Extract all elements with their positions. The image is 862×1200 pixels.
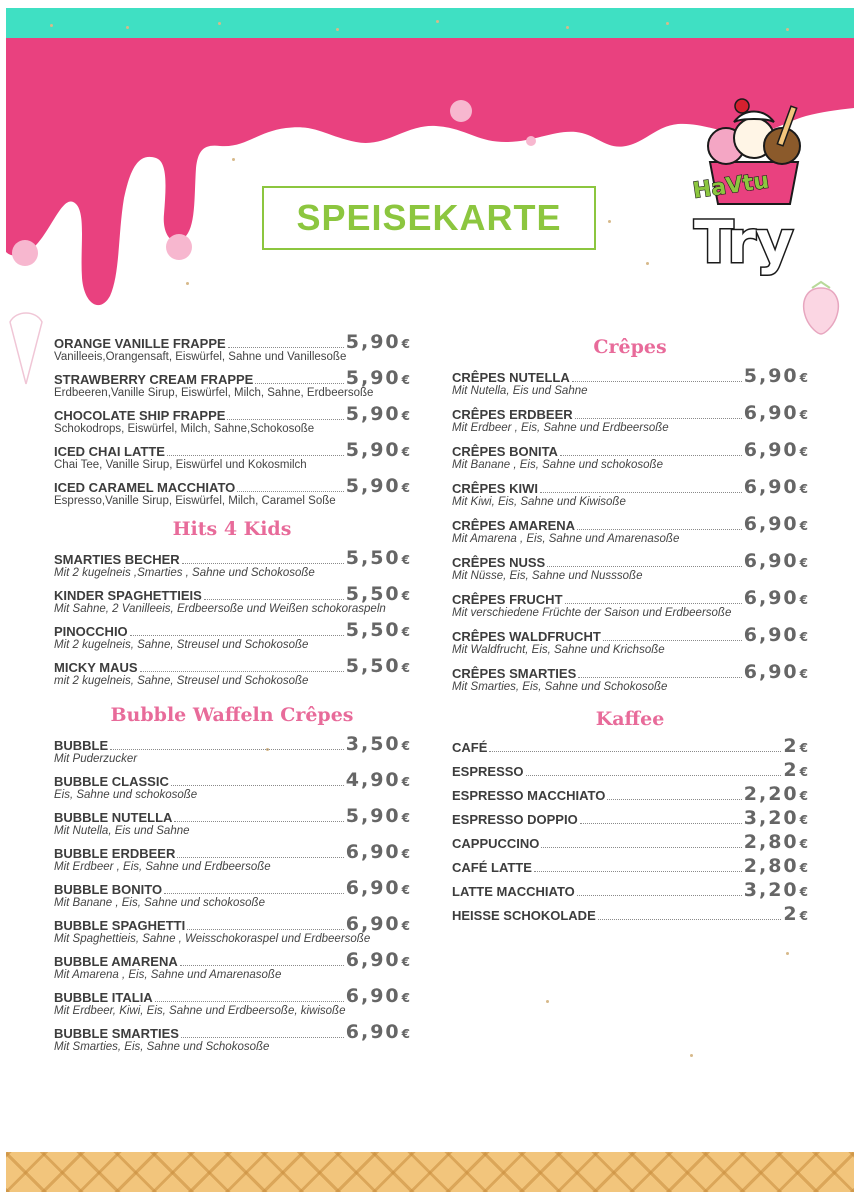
- menu-item-price: 6,90: [345, 985, 401, 1007]
- menu-item-description: Vanilleeis,Orangensaft, Eiswürfel, Sahne und Vanillesoße: [54, 351, 347, 363]
- menu-item-name: SMARTIES BECHER: [54, 552, 180, 567]
- menu-item-row: [452, 903, 808, 925]
- menu-item: [54, 367, 410, 400]
- menu-item-row: [54, 877, 410, 899]
- menu-item-price: 6,90: [345, 1021, 401, 1043]
- sprinkle: [50, 24, 53, 27]
- menu-item-name: CRÊPES WALDFRUCHT: [452, 629, 601, 644]
- dot-leader: [560, 455, 742, 456]
- menu-item-description: Mit Spaghettieis, Sahne , Weisschokoraspel und Erdbeersoße: [54, 933, 371, 945]
- menu-item-row: [54, 769, 410, 791]
- menu-item-description: Mit Erdbeer , Eis, Sahne und Erdbeersoße: [54, 861, 271, 873]
- currency-symbol: €: [799, 445, 808, 459]
- menu-item-row: [452, 402, 808, 424]
- menu-item-description: Mit Waldfrucht, Eis, Sahne und Krichsoße: [452, 644, 665, 656]
- menu-item-description: mit 2 kugelneis, Sahne, Streusel und Schokosoße: [54, 675, 309, 687]
- dot-leader: [526, 775, 782, 776]
- dot-leader: [547, 566, 742, 567]
- dot-leader: [167, 455, 344, 456]
- menu-item-description: Mit 2 kugelneis, Sahne, Streusel und Schokosoße: [54, 639, 309, 651]
- sprinkle: [666, 22, 669, 25]
- currency-symbol: €: [401, 739, 410, 753]
- menu-item-price: 6,90: [743, 661, 799, 683]
- dot-leader: [565, 603, 742, 604]
- menu-item-row: [54, 805, 410, 827]
- section-title: Bubble Waffeln Crêpes: [110, 704, 354, 726]
- menu-item-name: KINDER SPAGHETTIEIS: [54, 588, 202, 603]
- menu-item-name: ICED CHAI LATTE: [54, 444, 165, 459]
- dot-leader: [228, 347, 344, 348]
- menu-item-price: 6,90: [345, 877, 401, 899]
- currency-symbol: €: [401, 553, 410, 567]
- menu-item-row: [452, 587, 808, 609]
- menu-item: [452, 365, 808, 398]
- menu-item-name: ORANGE VANILLE FRAPPE: [54, 336, 226, 351]
- menu-item: [452, 903, 808, 925]
- menu-item-description: Mit Sahne, 2 Vanilleeis, Erdbeersoße und Weißen schokoraspeln: [54, 603, 386, 615]
- sprinkle: [690, 1054, 693, 1057]
- sprinkle: [186, 282, 189, 285]
- right-column: [452, 334, 808, 930]
- logo: [690, 92, 818, 288]
- title-box: [262, 186, 596, 250]
- dot-leader: [110, 749, 344, 750]
- menu-item: [452, 624, 808, 657]
- left-column: [54, 331, 410, 1060]
- dot-leader: [204, 599, 344, 600]
- menu-item: [452, 735, 808, 757]
- menu-item-row: [452, 807, 808, 829]
- menu-item: [54, 769, 410, 802]
- currency-symbol: €: [401, 775, 410, 789]
- menu-item-price: 5,50: [345, 583, 401, 605]
- menu-item-price: 5,50: [345, 619, 401, 641]
- menu-item-name: CRÊPES KIWI: [452, 481, 538, 496]
- menu-item-row: [452, 624, 808, 646]
- currency-symbol: €: [401, 1027, 410, 1041]
- menu-item-description: Erdbeeren,Vanille Sirup, Eiswürfel, Milch, Sahne, Erdbeersoße: [54, 387, 374, 399]
- menu-item-name: CRÊPES BONITA: [452, 444, 558, 459]
- bubble-decoration: [450, 100, 472, 122]
- menu-item-name: CRÊPES FRUCHT: [452, 592, 563, 607]
- menu-item: [54, 913, 410, 946]
- menu-item-price: 6,90: [743, 402, 799, 424]
- menu-item-price: 6,90: [743, 439, 799, 461]
- menu-item-name: ESPRESSO MACCHIATO: [452, 788, 606, 803]
- menu-item-name: BUBBLE CLASSIC: [54, 774, 169, 789]
- currency-symbol: €: [401, 409, 410, 423]
- dot-leader: [155, 1001, 344, 1002]
- sprinkle: [786, 28, 789, 31]
- menu-item-row: [54, 985, 410, 1007]
- menu-item-price: 5,90: [743, 365, 799, 387]
- menu-item-row: [54, 439, 410, 461]
- currency-symbol: €: [401, 481, 410, 495]
- menu-item: [54, 985, 410, 1018]
- sprinkle: [646, 262, 649, 265]
- menu-item-name: STRAWBERRY CREAM FRAPPE: [54, 372, 254, 387]
- menu-item-row: [54, 403, 410, 425]
- menu-item: [452, 550, 808, 583]
- menu-item: [452, 783, 808, 805]
- menu-item-name: HEISSE SCHOKOLADE: [452, 908, 596, 923]
- menu-item-description: Schokodrops, Eiswürfel, Milch, Sahne,Schokosoße: [54, 423, 315, 435]
- menu-item-description: Mit 2 kugelneis ,Smarties , Sahne und Schokosoße: [54, 567, 315, 579]
- menu-item-name: CRÊPES AMARENA: [452, 518, 576, 533]
- menu-item-price: 5,90: [345, 805, 401, 827]
- menu-item-row: [54, 475, 410, 497]
- menu-item-price: 5,90: [345, 331, 401, 353]
- menu-item: [54, 1021, 410, 1054]
- menu-item-name: PINOCCHIO: [54, 624, 128, 639]
- currency-symbol: €: [401, 883, 410, 897]
- strawberry-decoration: [796, 278, 846, 338]
- menu-item-description: Mit Erdbeer, Kiwi, Eis, Sahne und Erdbeersoße, kiwisoße: [54, 1005, 346, 1017]
- section-title: Crêpes: [593, 336, 667, 358]
- menu-item-row: [452, 735, 808, 757]
- menu-item: [452, 807, 808, 829]
- sprinkle: [218, 22, 221, 25]
- dot-leader: [575, 418, 742, 419]
- menu-item-name: BUBBLE: [54, 738, 109, 753]
- menu-item-name: CAFÉ: [452, 740, 488, 755]
- menu-item-price: 5,90: [345, 403, 401, 425]
- currency-symbol: €: [799, 482, 808, 496]
- dot-leader: [577, 529, 742, 530]
- currency-symbol: €: [401, 337, 410, 351]
- menu-item: [452, 476, 808, 509]
- currency-symbol: €: [799, 556, 808, 570]
- dot-leader: [177, 857, 343, 858]
- menu-item: [452, 831, 808, 853]
- dot-leader: [580, 823, 742, 824]
- sprinkle: [336, 28, 339, 31]
- menu-item-description: Mit Banane , Eis, Sahne und schokosoße: [452, 459, 663, 471]
- menu-item-name: CHOCOLATE SHIP FRAPPE: [54, 408, 226, 423]
- menu-item-row: [452, 831, 808, 853]
- logo-line-2: Try: [694, 208, 794, 276]
- waffle-cone-band: [6, 1152, 854, 1192]
- menu-item-row: [54, 1021, 410, 1043]
- dot-leader: [489, 751, 781, 752]
- menu-item-price: 2: [783, 735, 799, 757]
- menu-item: [54, 877, 410, 910]
- dot-leader: [572, 381, 742, 382]
- menu-item-row: [452, 550, 808, 572]
- menu-item-description: Eis, Sahne und schokosoße: [54, 789, 198, 801]
- menu-item-row: [452, 759, 808, 781]
- dot-leader: [164, 893, 344, 894]
- currency-symbol: €: [799, 789, 808, 803]
- menu-item-price: 6,90: [743, 513, 799, 535]
- menu-item-price: 6,90: [345, 949, 401, 971]
- menu-item: [54, 805, 410, 838]
- menu-item-name: BUBBLE BONITO: [54, 882, 163, 897]
- menu-item-price: 2: [783, 903, 799, 925]
- menu-item-description: Mit Nutella, Eis und Sahne: [452, 385, 588, 397]
- dot-leader: [171, 785, 344, 786]
- menu-item-description: Mit Amarena , Eis, Sahne und Amarenasoße: [54, 969, 282, 981]
- menu-item-row: [54, 733, 410, 755]
- menu-item-row: [54, 619, 410, 641]
- menu-item-description: Mit Nutella, Eis und Sahne: [54, 825, 190, 837]
- menu-item-name: ESPRESSO DOPPIO: [452, 812, 578, 827]
- menu-item: [54, 547, 410, 580]
- menu-item-price: 2,20: [743, 783, 799, 805]
- menu-item-description: Mit verschiedene Früchte der Saison und Erdbeersoße: [452, 607, 732, 619]
- bubble-decoration: [166, 234, 192, 260]
- menu-item-name: MICKY MAUS: [54, 660, 138, 675]
- menu-item: [54, 331, 410, 364]
- dot-leader: [255, 383, 343, 384]
- menu-item-price: 2,80: [743, 855, 799, 877]
- menu-item-price: 6,90: [743, 550, 799, 572]
- menu-item-description: Mit Kiwi, Eis, Sahne und Kiwisoße: [452, 496, 626, 508]
- menu-item-row: [54, 583, 410, 605]
- section-title: Hits 4 Kids: [172, 518, 292, 540]
- menu-item-name: CAFÉ LATTE: [452, 860, 532, 875]
- dot-leader: [227, 419, 343, 420]
- menu-item-price: 6,90: [743, 587, 799, 609]
- menu-item-name: ICED CARAMEL MACCHIATO: [54, 480, 236, 495]
- currency-symbol: €: [401, 847, 410, 861]
- currency-symbol: €: [799, 741, 808, 755]
- menu-page: [6, 8, 854, 1192]
- menu-item: [54, 733, 410, 766]
- page-title: SPEISEKARTE: [296, 197, 562, 238]
- currency-symbol: €: [799, 861, 808, 875]
- menu-item-row: [452, 855, 808, 877]
- menu-item-name: BUBBLE ITALIA: [54, 990, 153, 1005]
- menu-item-row: [54, 367, 410, 389]
- menu-item: [452, 759, 808, 781]
- menu-item-description: Chai Tee, Vanille Sirup, Eiswürfel und Kokosmilch: [54, 459, 307, 471]
- menu-item: [452, 855, 808, 877]
- dot-leader: [598, 919, 782, 920]
- menu-item-row: [54, 913, 410, 935]
- menu-item-description: Mit Amarena , Eis, Sahne und Amarenasoße: [452, 533, 680, 545]
- menu-item: [54, 841, 410, 874]
- menu-item-description: Mit Erdbeer , Eis, Sahne und Erdbeersoße: [452, 422, 669, 434]
- currency-symbol: €: [799, 408, 808, 422]
- sprinkle: [436, 20, 439, 23]
- section-title: Kaffee: [595, 708, 665, 730]
- menu-item-name: ESPRESSO: [452, 764, 524, 779]
- dot-leader: [140, 671, 344, 672]
- currency-symbol: €: [799, 885, 808, 899]
- menu-item: [452, 587, 808, 620]
- dot-leader: [541, 847, 741, 848]
- menu-item-row: [54, 841, 410, 863]
- menu-item-price: 5,50: [345, 655, 401, 677]
- menu-item-row: [452, 365, 808, 387]
- menu-item: [54, 583, 410, 616]
- currency-symbol: €: [799, 909, 808, 923]
- menu-item-name: BUBBLE AMARENA: [54, 954, 178, 969]
- menu-item-price: 2,80: [743, 831, 799, 853]
- menu-item-price: 6,90: [743, 476, 799, 498]
- bubble-decoration: [526, 136, 536, 146]
- dot-leader: [603, 640, 742, 641]
- menu-item: [452, 402, 808, 435]
- menu-item-price: 3,50: [345, 733, 401, 755]
- menu-item-price: 5,90: [345, 367, 401, 389]
- menu-item-name: BUBBLE SPAGHETTI: [54, 918, 186, 933]
- menu-item-description: Mit Nüsse, Eis, Sahne und Nusssoße: [452, 570, 643, 582]
- menu-item: [54, 475, 410, 508]
- menu-item-price: 6,90: [743, 624, 799, 646]
- menu-item-price: 2: [783, 759, 799, 781]
- currency-symbol: €: [401, 445, 410, 459]
- currency-symbol: €: [401, 919, 410, 933]
- sprinkle: [608, 220, 611, 223]
- menu-item-price: 5,50: [345, 547, 401, 569]
- currency-symbol: €: [799, 593, 808, 607]
- menu-item-row: [452, 661, 808, 683]
- sprinkle: [566, 26, 569, 29]
- menu-item-description: Mit Banane , Eis, Sahne und schokosoße: [54, 897, 265, 909]
- menu-item-name: CRÊPES NUTELLA: [452, 370, 570, 385]
- dot-leader: [174, 821, 343, 822]
- currency-symbol: €: [401, 811, 410, 825]
- menu-item-row: [452, 513, 808, 535]
- menu-item-name: CRÊPES NUSS: [452, 555, 546, 570]
- currency-symbol: €: [799, 371, 808, 385]
- menu-item: [452, 661, 808, 694]
- currency-symbol: €: [799, 837, 808, 851]
- menu-item: [54, 439, 410, 472]
- dot-leader: [187, 929, 344, 930]
- menu-item-price: 3,20: [743, 807, 799, 829]
- menu-item-price: 6,90: [345, 913, 401, 935]
- mint-top-band: [6, 8, 854, 42]
- currency-symbol: €: [401, 373, 410, 387]
- currency-symbol: €: [799, 630, 808, 644]
- menu-item: [452, 513, 808, 546]
- currency-symbol: €: [401, 589, 410, 603]
- menu-item-name: CRÊPES ERDBEER: [452, 407, 573, 422]
- menu-item-description: Espresso,Vanille Sirup, Eiswürfel, Milch, Caramel Soße: [54, 495, 336, 507]
- dot-leader: [130, 635, 344, 636]
- cone-sketch-decoration: [6, 308, 46, 388]
- currency-symbol: €: [799, 667, 808, 681]
- menu-item-name: BUBBLE NUTELLA: [54, 810, 173, 825]
- menu-item-row: [54, 547, 410, 569]
- dot-leader: [534, 871, 742, 872]
- menu-item-description: Mit Smarties, Eis, Sahne und Schokosoße: [54, 1041, 270, 1053]
- currency-symbol: €: [799, 813, 808, 827]
- currency-symbol: €: [401, 955, 410, 969]
- dot-leader: [182, 563, 344, 564]
- menu-item-row: [452, 439, 808, 461]
- currency-symbol: €: [799, 519, 808, 533]
- menu-item-price: 5,90: [345, 475, 401, 497]
- sprinkle: [546, 1000, 549, 1003]
- menu-item-description: Mit Smarties, Eis, Sahne und Schokosoße: [452, 681, 668, 693]
- menu-item: [452, 879, 808, 901]
- currency-symbol: €: [799, 765, 808, 779]
- menu-item-row: [452, 783, 808, 805]
- dot-leader: [181, 1037, 344, 1038]
- menu-item-name: BUBBLE SMARTIES: [54, 1026, 179, 1041]
- menu-item-name: CAPPUCCINO: [452, 836, 540, 851]
- menu-item: [54, 619, 410, 652]
- dot-leader: [540, 492, 742, 493]
- menu-item-row: [54, 655, 410, 677]
- menu-item-row: [452, 879, 808, 901]
- menu-item-row: [54, 949, 410, 971]
- menu-item-row: [54, 331, 410, 353]
- menu-item: [452, 439, 808, 472]
- dot-leader: [180, 965, 344, 966]
- menu-item: [54, 655, 410, 688]
- dot-leader: [577, 895, 742, 896]
- currency-symbol: €: [401, 991, 410, 1005]
- sprinkle: [786, 952, 789, 955]
- currency-symbol: €: [401, 661, 410, 675]
- dot-leader: [578, 677, 742, 678]
- menu-item-price: 3,20: [743, 879, 799, 901]
- menu-item-description: Mit Puderzucker: [54, 753, 138, 765]
- menu-item-name: LATTE MACCHIATO: [452, 884, 575, 899]
- menu-item: [54, 403, 410, 436]
- dot-leader: [237, 491, 343, 492]
- menu-item: [54, 949, 410, 982]
- sprinkle: [232, 158, 235, 161]
- dot-leader: [607, 799, 741, 800]
- menu-item-name: CRÊPES SMARTIES: [452, 666, 577, 681]
- menu-item-name: BUBBLE ERDBEER: [54, 846, 176, 861]
- menu-item-row: [452, 476, 808, 498]
- currency-symbol: €: [401, 625, 410, 639]
- menu-item-price: 4,90: [345, 769, 401, 791]
- sprinkle: [126, 26, 129, 29]
- bubble-decoration: [12, 240, 38, 266]
- menu-item-price: 5,90: [345, 439, 401, 461]
- menu-item-price: 6,90: [345, 841, 401, 863]
- logo-line-1: HaVtu: [691, 168, 771, 204]
